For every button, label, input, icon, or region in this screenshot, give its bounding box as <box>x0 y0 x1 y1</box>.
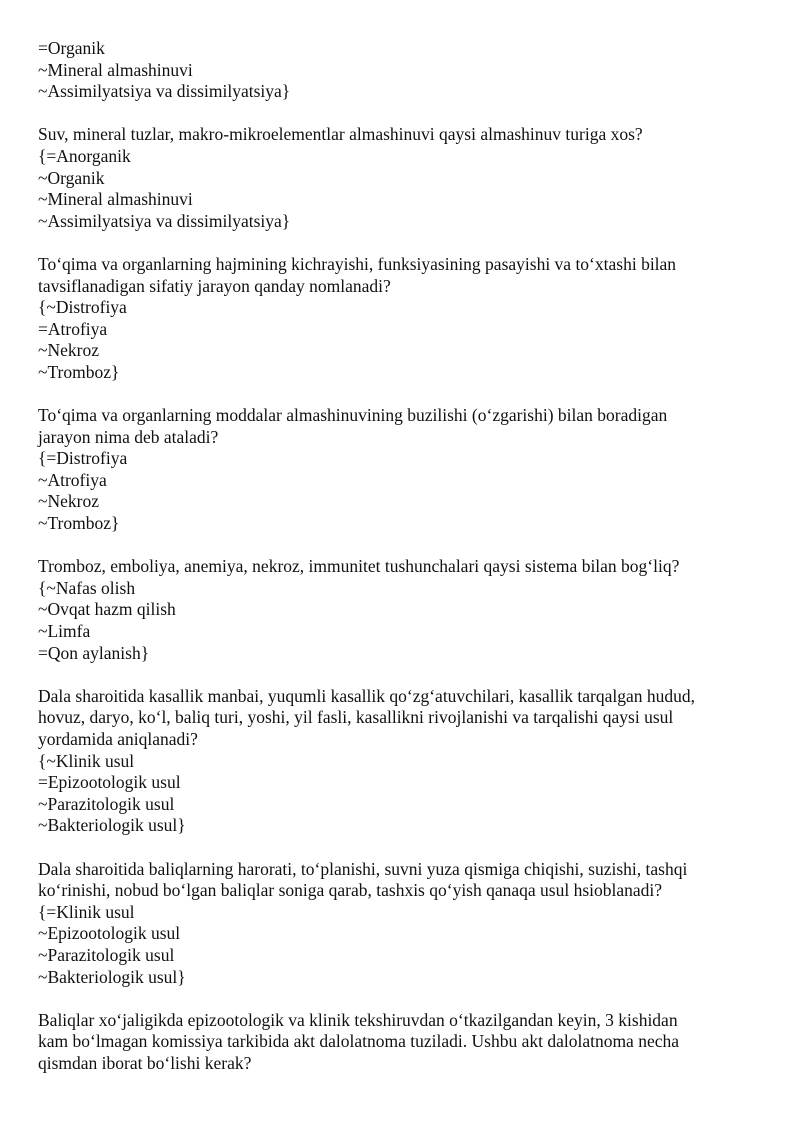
answer-option: {~Distrofiya <box>38 297 127 318</box>
answer-correct: {=Klinik usul <box>38 901 135 922</box>
question-text: Tromboz, emboliya, anemiya, nekroz, immunitet tushunchalari qaysi sistema bilan bog‘liq? <box>38 556 680 577</box>
question-text: Suv, mineral tuzlar, makro-mikroelementlar almashinuvi qaysi almashinuv turiga xos? <box>38 124 643 145</box>
answer-option: ~Bakteriologik usul} <box>38 815 186 836</box>
answer-option: ~Tromboz} <box>38 513 120 534</box>
answer-option: ~Assimilyatsiya va dissimilyatsiya} <box>38 210 291 231</box>
answer-option: ~Mineral almashinuvi <box>38 189 193 210</box>
question-block-1 <box>38 124 768 232</box>
answer-option: ~Tromboz} <box>38 361 120 382</box>
answer-option: ~Mineral almashinuvi <box>38 59 193 80</box>
answer-option: ~Nekroz <box>38 491 99 512</box>
answer-option: ~Atrofiya <box>38 469 107 490</box>
answer-option: ~Epizootologik usul <box>38 923 181 944</box>
question-text: jarayon nima deb ataladi? <box>38 426 219 447</box>
answer-option: {~Klinik usul <box>38 750 135 771</box>
answer-correct: =Qon aylanish} <box>38 642 150 663</box>
answer-option: ~Nekroz <box>38 340 99 361</box>
question-block-5 <box>38 686 768 837</box>
answer-option: {~Nafas olish <box>38 577 136 598</box>
answer-block-continued <box>38 38 768 103</box>
question-text: Dala sharoitida kasallik manbai, yuqumli kasallik qo‘zg‘atuvchilari, kasallik tarqalgan hudud, <box>38 685 696 706</box>
answer-correct: =Epizootologik usul <box>38 772 181 793</box>
question-block-7 <box>38 1010 768 1075</box>
question-block-2 <box>38 254 768 384</box>
question-text: To‘qima va organlarning moddalar almashinuvining buzilishi (o‘zgarishi) bilan boradigan <box>38 405 668 426</box>
answer-correct: {=Distrofiya <box>38 448 128 469</box>
question-block-3 <box>38 405 768 535</box>
answer-option: ~Ovqat hazm qilish <box>38 599 176 620</box>
question-text: kam bo‘lmagan komissiya tarkibida akt dalolatnoma tuziladi. Ushbu akt dalolatnoma necha <box>38 1031 680 1052</box>
answer-correct: =Atrofiya <box>38 318 108 339</box>
question-text: tavsiflanadigan sifatiy jarayon qanday nomlanadi? <box>38 275 391 296</box>
question-block-4 <box>38 556 768 664</box>
answer-option: ~Parazitologik usul <box>38 793 175 814</box>
question-text: To‘qima va organlarning hajmining kichrayishi, funksiyasining pasayishi va to‘xtashi bilan <box>38 253 677 274</box>
answer-option: ~Limfa <box>38 621 91 642</box>
question-text: Baliqlar xo‘jaligikda epizootologik va klinik tekshiruvdan o‘tkazilgandan keyin, 3 kishidan <box>38 1009 678 1030</box>
answer-option: ~Assimilyatsiya va dissimilyatsiya} <box>38 81 291 102</box>
answer-correct: =Organik <box>38 38 105 58</box>
answer-option: ~Organik <box>38 167 105 188</box>
question-text: yordamida aniqlanadi? <box>38 729 198 749</box>
question-text: hovuz, daryo, ko‘l, baliq turi, yoshi, yil fasli, kasallikni rivojlanishi va tarqalishi qaysi usul <box>38 707 674 728</box>
document-page <box>38 38 768 1096</box>
question-block-6 <box>38 859 768 989</box>
answer-option: ~Bakteriologik usul} <box>38 966 186 987</box>
question-text: Dala sharoitida baliqlarning harorati, to‘planishi, suvni yuza qismiga chiqishi, suzishi, tashqi <box>38 858 688 879</box>
question-text: qismdan iborat bo‘lishi kerak? <box>38 1052 252 1073</box>
question-text: ko‘rinishi, nobud bo‘lgan baliqlar soniga qarab, tashxis qo‘yish qanaqa usul hsioblanadi? <box>38 880 663 901</box>
answer-option: ~Parazitologik usul <box>38 944 175 965</box>
answer-correct: {=Anorganik <box>38 145 131 166</box>
